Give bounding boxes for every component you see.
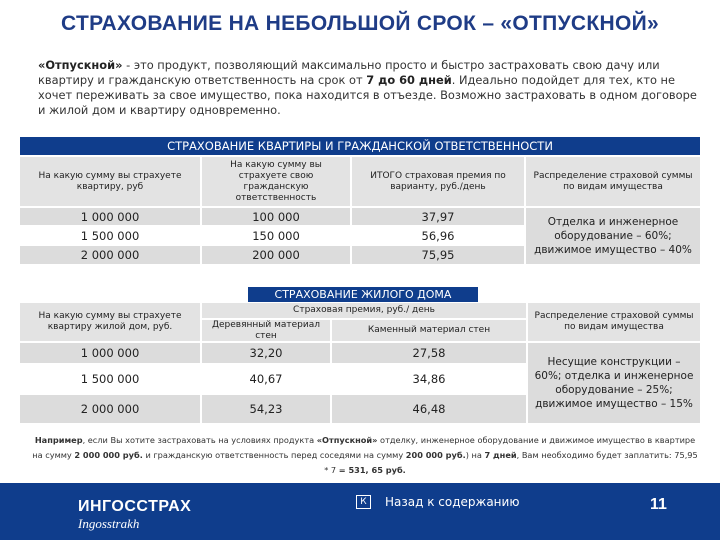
back-to-contents-label: Назад к содержанию [385, 495, 520, 509]
example-product: «Отпускной» [316, 435, 378, 445]
table2-row3-stone: 46,48 [332, 395, 526, 423]
example-text5: , Вам необходимо будет заплатить: 75,95 * 7 [324, 450, 698, 475]
logo-line1: ИНГОССТРАХ [78, 498, 192, 515]
example-days: 7 дней [484, 450, 517, 460]
table2-title: СТРАХОВАНИЕ ЖИЛОГО ДОМА [248, 287, 478, 302]
table1-distribution: Отделка и инженерное оборудование – 60%; движимое имущество – 40% [526, 208, 700, 264]
table2-header-premium: Страховая премия, руб./ день [202, 303, 526, 318]
back-icon: К [356, 495, 371, 509]
page-title: СТРАХОВАНИЕ НА НЕБОЛЬШОЙ СРОК – «ОТПУСКНОЙ» [61, 12, 659, 35]
table2-header-distribution: Распределение страховой суммы по видам имущества [528, 303, 700, 341]
table2-header-stone: Каменный материал стен [332, 320, 526, 341]
table1-row3-premium: 75,95 [352, 246, 524, 264]
table1-row3-apartment: 2 000 000 [20, 246, 200, 264]
table1-title: СТРАХОВАНИЕ КВАРТИРЫ И ГРАЖДАНСКОЙ ОТВЕТСТВЕННОСТИ [20, 137, 700, 155]
example-text4: ) на [465, 450, 485, 460]
page-number: 11 [650, 496, 667, 513]
back-to-contents-link[interactable] [356, 495, 519, 509]
example-text3: и гражданскую ответственность перед соседями на сумму [142, 450, 406, 460]
intro-text-part2: . Идеально подойдет для тех, кто не хочет переживать за свое имущество, пока находится в отъезде. Возможно застраховать в одном договоре и жилой дом и квартиру одновременно. [38, 73, 697, 117]
table2-header-wood: Деревянный материал стен [202, 320, 330, 341]
table2-header-house-sum: На какую сумму вы страхуете квартиру жилой дом, руб. [20, 303, 200, 341]
table1-header-liability-sum: На какую сумму вы страхуете свою гражданскую ответственность [202, 157, 350, 206]
table2-row2-wood: 40,67 [202, 365, 330, 393]
table2-row1-house: 1 000 000 [20, 343, 200, 363]
table1-header-apartment-sum: На какую сумму вы страхуете квартиру, руб [20, 157, 200, 206]
example-paragraph [30, 433, 700, 478]
example-lead: Например [34, 435, 83, 445]
company-logo [78, 498, 191, 532]
table2-row2-stone: 34,86 [332, 365, 526, 393]
table2-row1-stone: 27,58 [332, 343, 526, 363]
example-text1: , если Вы хотите застраховать на условиях продукта [82, 435, 317, 445]
table1-row2-apartment: 1 500 000 [20, 227, 200, 244]
table1-row2-liability: 150 000 [202, 227, 350, 244]
intro-term: 7 до 60 дней [366, 73, 452, 87]
table2-row1-wood: 32,20 [202, 343, 330, 363]
table1-row1-liability: 100 000 [202, 208, 350, 225]
table2-distribution: Несущие конструкции – 60%; отделка и инженерное оборудование – 25%; движимое имущество – 15% [528, 343, 700, 423]
example-total: = 531, 65 руб. [338, 465, 406, 475]
example-sum2: 200 000 руб. [405, 450, 466, 460]
table1-header-distribution: Распределение страховой суммы по видам имущества [526, 157, 700, 206]
table1-header-total-premium: ИТОГО страховая премия по варианту, руб./день [352, 157, 524, 206]
table2-row2-house: 1 500 000 [20, 365, 200, 393]
table1-row2-premium: 56,96 [352, 227, 524, 244]
intro-text-part1: - это продукт, позволяющий максимально просто и быстро застраховать свою дачу или квартиру и гражданскую ответственность на срок от [38, 58, 660, 87]
table1-row1-apartment: 1 000 000 [20, 208, 200, 225]
table2-row3-wood: 54,23 [202, 395, 330, 423]
intro-paragraph [38, 58, 702, 118]
example-sum1: 2 000 000 руб. [74, 450, 143, 460]
intro-product-name: «Отпускной» [38, 58, 123, 72]
table1-row1-premium: 37,97 [352, 208, 524, 225]
table1-row3-liability: 200 000 [202, 246, 350, 264]
logo-line2: Ingosstrakh [78, 516, 140, 531]
example-text2: отделку, инженерное оборудование и движимое имущество в квартире на сумму [32, 435, 696, 460]
table2-row3-house: 2 000 000 [20, 395, 200, 423]
